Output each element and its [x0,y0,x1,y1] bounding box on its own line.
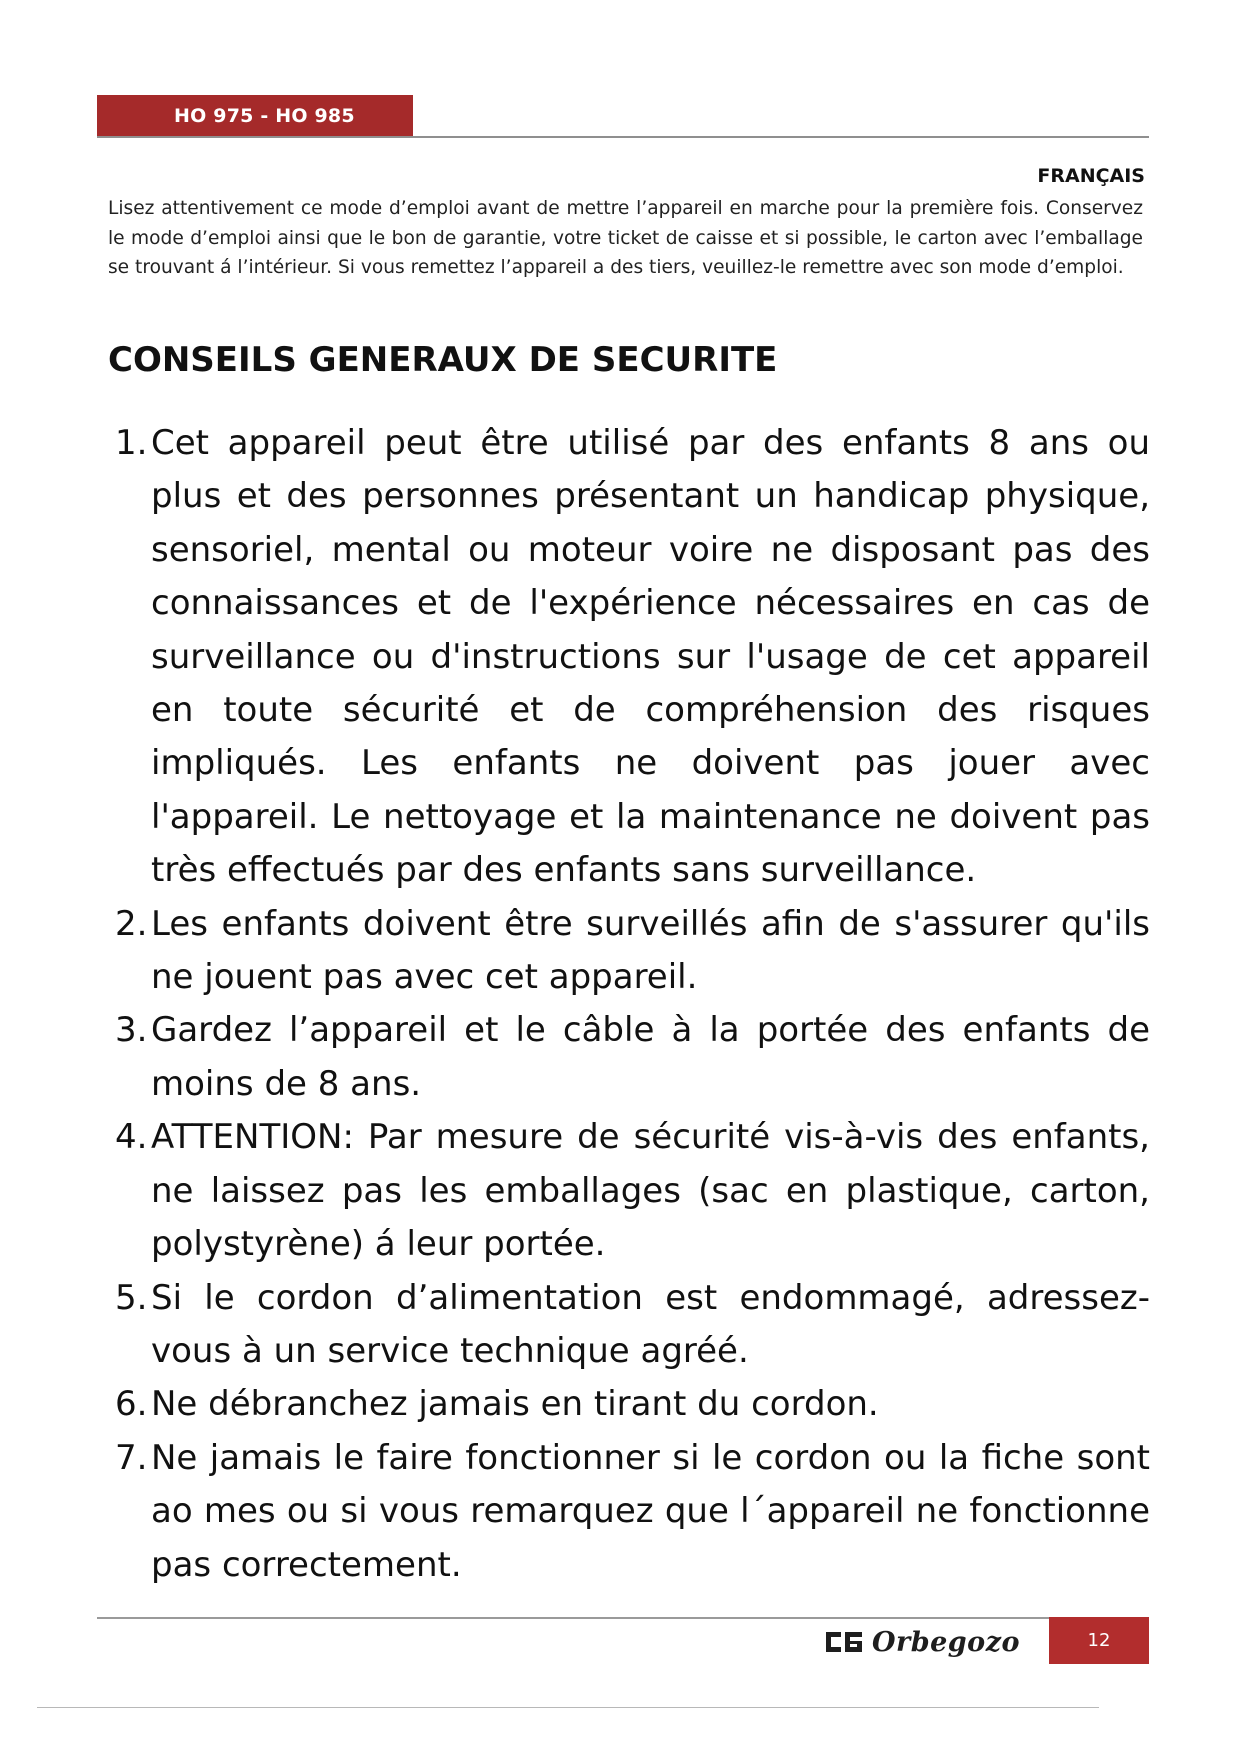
safety-list [110,417,1150,1592]
safety-item-1 [110,417,1150,898]
page-number-box [1049,1617,1149,1664]
safety-item-6 [110,1378,1150,1431]
model-header-tab [97,95,413,137]
language-label: FRANÇAIS [1037,165,1145,187]
page-number: 12 [1087,1630,1111,1651]
item-text: Ne débranchez jamais en tirant du cordon. [151,1384,879,1425]
item-number: 6. [115,1384,148,1425]
brand-mark-icon [826,1631,862,1653]
brand-name: Orbegozo [872,1626,1021,1658]
item-number: 5. [115,1277,148,1318]
item-text: Si le cordon d’alimentation est endommagé, adressez-vous à un service technique agréé. [151,1277,1150,1371]
bottom-divider [37,1707,1099,1708]
item-number: 4. [115,1117,148,1158]
footer-divider [97,1617,1049,1619]
item-number: 2. [115,903,148,944]
safety-item-5 [110,1272,1150,1379]
header-divider [97,136,1149,138]
intro-paragraph: Lisez attentivement ce mode d’emploi avant de mettre l’appareil en marche pour la première fois. Conservez le mode d’emploi ainsi que le bon de garantie, votre ticket de caisse et si possible, le carton avec l’emballage se trouvant á l’intérieur. Si vous remettez l’appareil a des tiers, veuillez-le remettre avec son mode d’emploi. [108,198,1143,279]
item-number: 3. [115,1010,148,1051]
item-text: ATTENTION: Par mesure de sécurité vis-à-vis des enfants, ne laissez pas les emballages (sac en plastique, carton, polystyrène) á leur portée. [151,1117,1150,1265]
safety-item-7 [110,1432,1150,1592]
safety-item-3 [110,1004,1150,1111]
item-text: Cet appareil peut être utilisé par des enfants 8 ans ou plus et des personnes présentant un handicap physique, sensoriel, mental ou moteur voire ne disposant pas des connaissances et de l'expérience nécessaires en cas de surveillance ou d'instructions sur l'usage de cet appareil en toute sécurité et de compréhension des risques impliqués. Les enfants ne doivent pas jouer avec l'appareil. Le nettoyage et la maintenance ne doivent pas très effectués par des enfants sans surveillance. [151,423,1150,891]
item-number: 7. [115,1437,148,1478]
safety-item-2 [110,898,1150,1005]
safety-item-4 [110,1111,1150,1271]
item-text: Ne jamais le faire fonctionner si le cordon ou la fiche sont ao mes ou si vous remarquez que l´appareil ne fonctionne pas correctement. [151,1437,1150,1585]
item-number: 1. [115,423,148,463]
model-label: HO 975 - HO 985 [174,105,355,127]
section-title: CONSEILS GENERAUX DE SECURITE [108,340,778,380]
item-text: Gardez l’appareil et le câble à la portée des enfants de moins de 8 ans. [151,1010,1150,1104]
item-text: Les enfants doivent être surveillés afin de s'assurer qu'ils ne jouent pas avec cet appareil. [151,903,1150,998]
brand-logo [826,1623,1020,1661]
